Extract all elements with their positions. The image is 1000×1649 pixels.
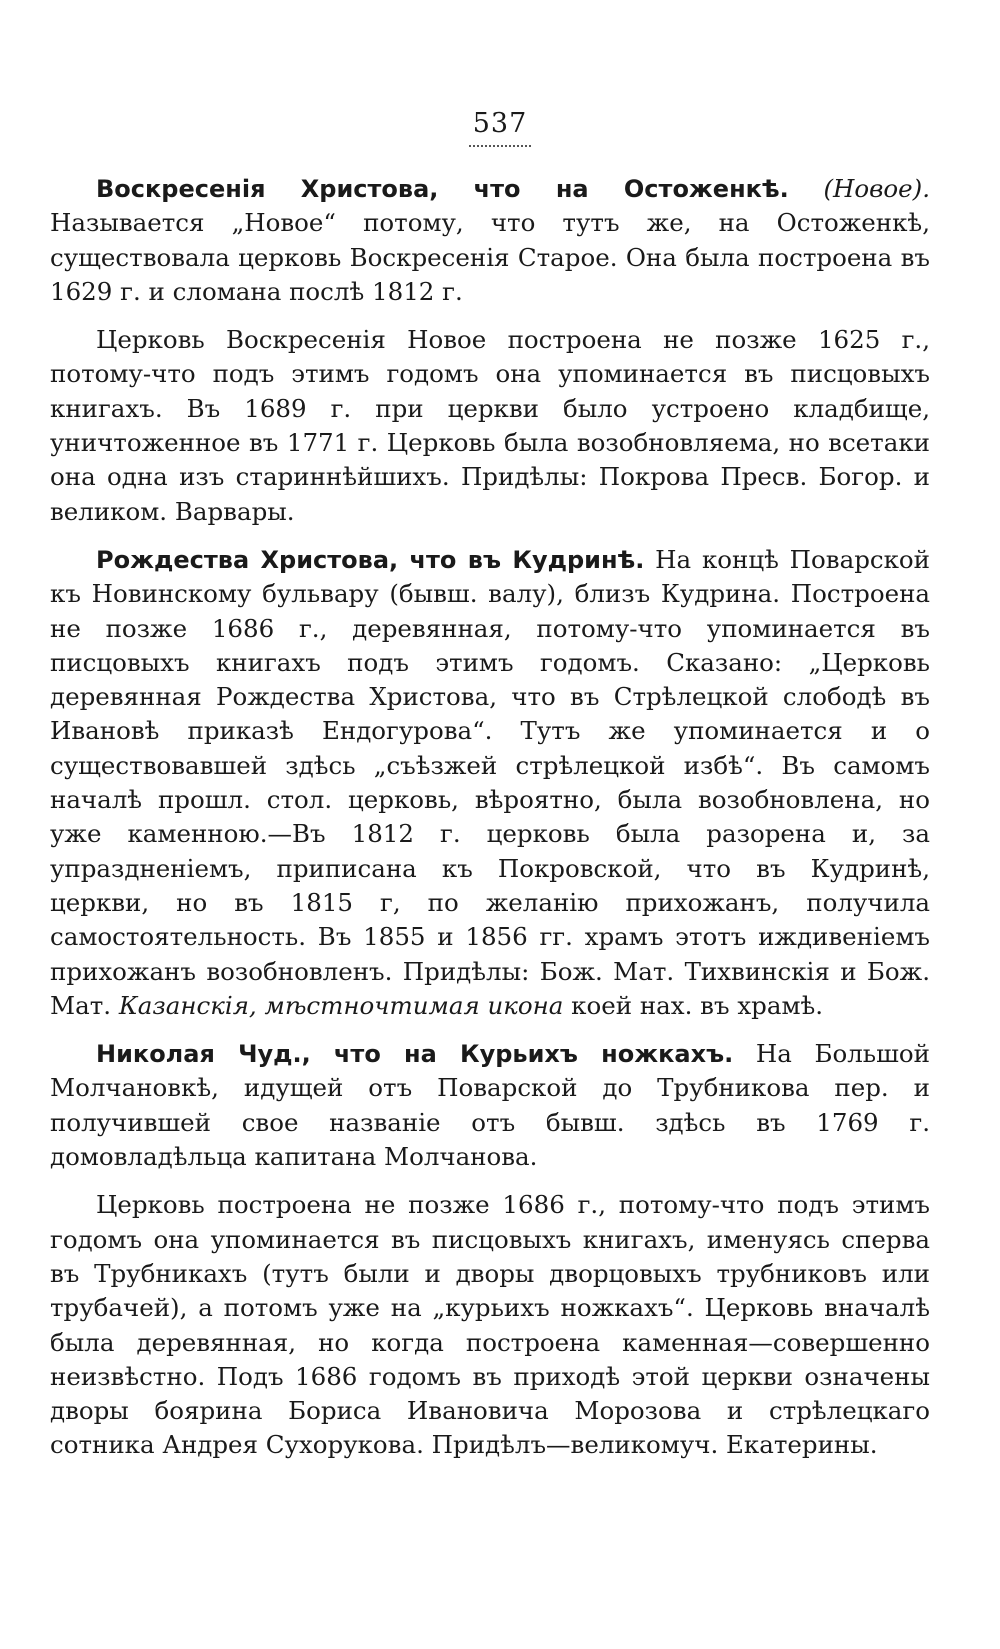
entry-voskreseniya bbox=[50, 172, 930, 309]
entry-continuation: Церковь Воскресенія Новое построена не позже 1625 г., потому-что подъ этимъ годомъ она упоминается въ писцовыхъ книгахъ. Въ 1689 г. при церкви было устроено кладбище, уничтоженное въ 1771 г. Церковь была возобновляема, но всетаки она одна изъ стариннѣйшихъ. Придѣлы: Покрова Пресв. Богор. и великом. Варвары. bbox=[50, 325, 930, 526]
page-text bbox=[50, 172, 930, 1463]
entry-heading-suffix: (Новое). bbox=[823, 174, 931, 203]
entry-body: На концѣ Поварской къ Новинскому бульвару (бывш. валу), близъ Кудрина. Построена не позже 1686 г., деревянная, потому-что упоминается въ писцовыхъ книгахъ подъ этимъ годомъ. Сказано: „Церковь деревянная Рождества Христова, что въ Стрѣлецкой слободѣ въ Ивановѣ приказѣ Ендогурова“. Тутъ же упоминается и о существовавшей здѣсь „съѣзжей стрѣлецкой избѣ“. Въ самомъ началѣ прошл. стол. церковь, вѣроятно, была возобновлена, но уже каменною.—Въ 1812 г. церковь была разорена и, за упраздненіемъ, приписана къ Покровской, что въ Кудринѣ, церкви, но въ 1815 г, по желанію прихожанъ, получила самостоятельность. Въ 1855 и 1856 гг. храмъ этотъ иждивеніемъ прихожанъ возобновленъ. Придѣлы: Бож. Мат. Тихвинскія и Бож. Мат. bbox=[50, 544, 930, 1020]
entry-body: На Большой Молчановкѣ, идущей отъ Поварской до Трубникова пер. и получившей свое названіе отъ бывш. здѣсь въ 1769 г. домовладѣльца капитана Молчанова. bbox=[50, 1039, 930, 1172]
entry-heading: Николая Чуд., что на Курьихъ ножкахъ. bbox=[96, 1040, 734, 1069]
entry-body-italic: Казанскія, мѣстночтимая икона bbox=[118, 990, 564, 1020]
entry-rozhdestva bbox=[50, 543, 930, 1023]
entry-heading: Воскресенія Христова, что на Остоженкѣ. bbox=[96, 175, 789, 203]
entry-body: Называется „Новое“ потому, что тутъ же, на Остоженкѣ, существовала церковь Воскресенія Старое. Она была построена въ 1629 г. и сломана послѣ 1812 г. bbox=[50, 208, 930, 306]
page-number: 537 bbox=[0, 108, 1000, 147]
entry-nikolaya bbox=[50, 1037, 930, 1174]
entry-continuation: Церковь построена не позже 1686 г., потому-что подъ этимъ годомъ она упоминается въ писцовыхъ книгахъ, именуясь сперва въ Трубникахъ (тутъ были и дворы дворцовыхъ трубниковъ или трубачей), а потомъ уже на „курьихъ ножкахъ“. Церковь вначалѣ была деревянная, но когда построена каменная—совершенно неизвѣстно. Подъ 1686 годомъ въ приходѣ этой церкви означены дворы боярина Бориса Ивановича Морозова и стрѣлецкаго сотника Андрея Сухорукова. Придѣлъ—великомуч. Екатерины. bbox=[50, 1190, 930, 1460]
entry-heading: Рождества Христова, что въ Кудринѣ. bbox=[96, 545, 645, 574]
entry-body-end: коей нах. въ храмѣ. bbox=[571, 990, 824, 1020]
